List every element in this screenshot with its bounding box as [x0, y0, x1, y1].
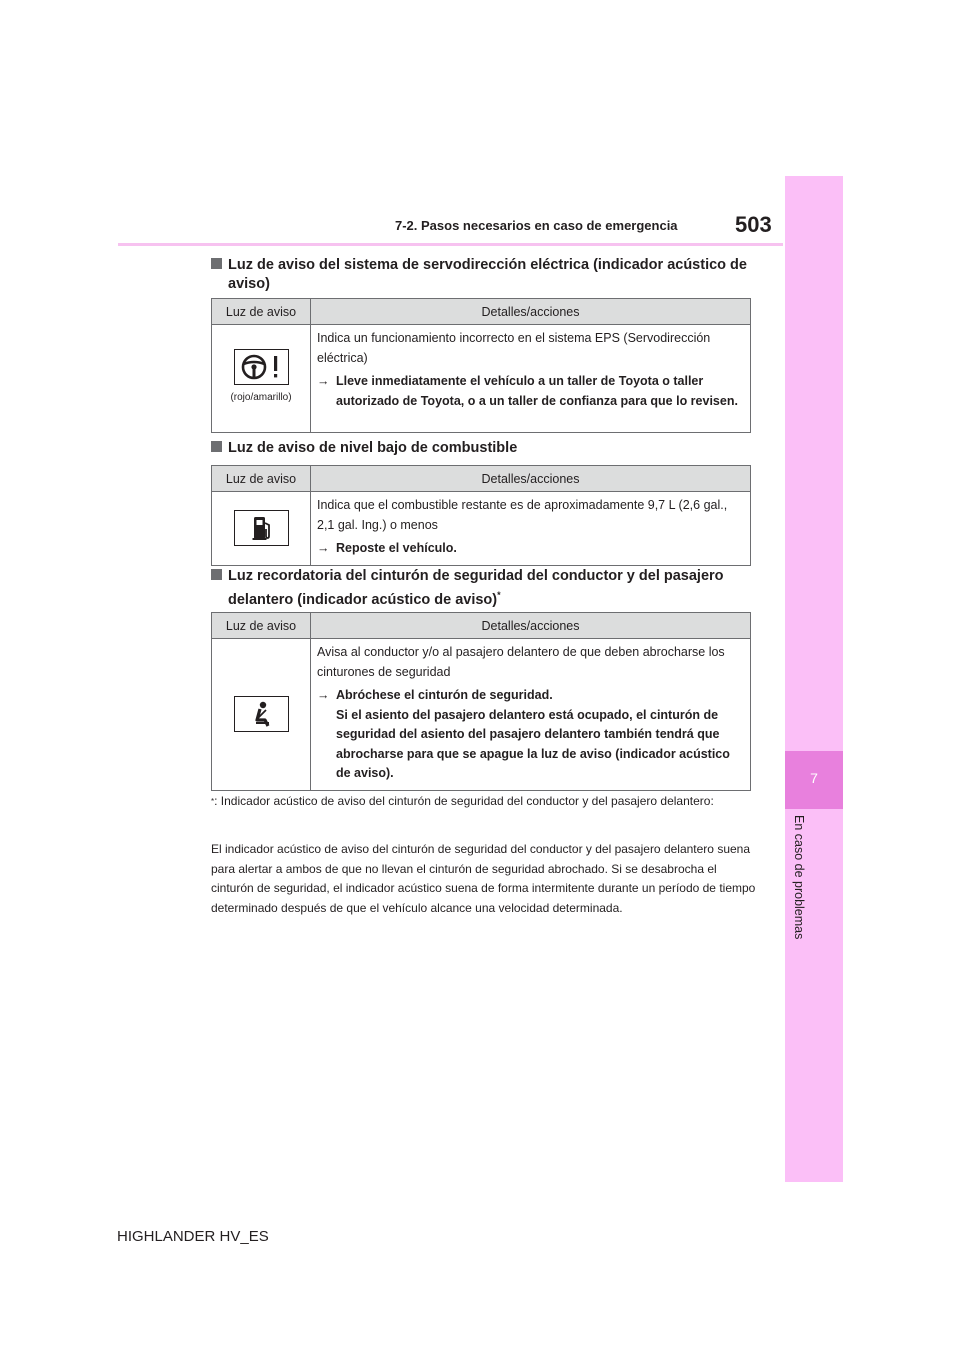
bullet-square-icon: [211, 258, 222, 269]
chapter-number: 7: [810, 770, 818, 786]
seatbelt-action: → Abróchese el cinturón de seguridad.: [317, 686, 744, 706]
chapter-title: En caso de problemas: [792, 815, 806, 940]
bullet-square-icon: [211, 569, 222, 580]
footnote-star: *: [211, 797, 215, 806]
column-header-details: Detalles/acciones: [311, 613, 751, 639]
icon-color-caption: (rojo/amarillo): [230, 392, 292, 404]
low-fuel-icon: [234, 510, 289, 546]
section-heading-fuel: Luz de aviso de nivel bajo de combustible: [211, 439, 517, 458]
seatbelt-reminder-icon: [234, 696, 289, 732]
fuel-action: → Reposte el vehículo.: [317, 539, 744, 559]
arrow-icon: →: [317, 541, 330, 555]
column-header-details: Detalles/acciones: [311, 466, 751, 492]
chapter-side-tab: [785, 176, 843, 1182]
arrow-icon: →: [317, 688, 330, 702]
fuel-description: Indica que el combustible restante es de aproximadamente 9,7 L (2,6 gal., 2,1 gal. Ing.) o menos: [317, 498, 728, 532]
fuel-warning-table: [211, 465, 751, 566]
column-header-light: Luz de aviso: [212, 299, 311, 325]
seatbelt-warning-table: [211, 612, 751, 791]
page-number: 503: [735, 212, 772, 237]
eps-steering-warning-icon: [234, 349, 289, 385]
header-rule: [118, 243, 783, 246]
section-heading-seatbelt: Luz recordatoria del cinturón de seguridad del conductor y del pasajero delantero (indicador acústico de aviso)*: [211, 567, 724, 610]
column-header-details: Detalles/acciones: [311, 299, 751, 325]
column-header-light: Luz de aviso: [212, 613, 311, 639]
seatbelt-action-detail: Si el asiento del pasajero delantero está ocupado, el cinturón de seguridad del asiento del pasajero delantero también tendrá que abrocharse para que se apague la luz de aviso (indicador acústico de aviso).: [336, 707, 730, 780]
eps-description: Indica un funcionamiento incorrecto en el sistema EPS (Servodirección eléctrica): [317, 331, 711, 365]
seatbelt-description: Avisa al conductor y/o al pasajero delantero de que deben abrocharse los cinturones de seguridad: [317, 645, 725, 679]
section-header-title: 7-2. Pasos necesarios en caso de emergencia: [395, 218, 678, 233]
section-heading-eps: Luz de aviso del sistema de servodirección eléctrica (indicador acústico de aviso): [211, 256, 747, 294]
footer-model-label: HIGHLANDER HV_ES: [117, 1228, 269, 1245]
eps-action: → Lleve inmediatamente el vehículo a un taller de Toyota o taller autorizado de Toyota, o a un taller de confianza para que lo revisen.: [317, 374, 738, 408]
bullet-square-icon: [211, 441, 222, 452]
footnote: *: Indicador acústico de aviso del cinturón de seguridad del conductor y del pasajero delantero:: [211, 794, 714, 808]
footnote-mark: *: [497, 590, 501, 600]
body-paragraph: El indicador acústico de aviso del cinturón de seguridad del conductor y del pasajero delantero suena para alertar a ambos de que no llevan el cinturón de seguridad abrochado. Si se desabrocha el cinturón de seguridad, el indicador acústico suena de forma intermitente durante un período de tiempo determinado después de que el vehículo alcance una velocidad determinada.: [211, 842, 756, 915]
chapter-title-container: [786, 815, 842, 965]
arrow-icon: →: [317, 374, 330, 388]
column-header-light: Luz de aviso: [212, 466, 311, 492]
eps-warning-table: [211, 298, 751, 433]
